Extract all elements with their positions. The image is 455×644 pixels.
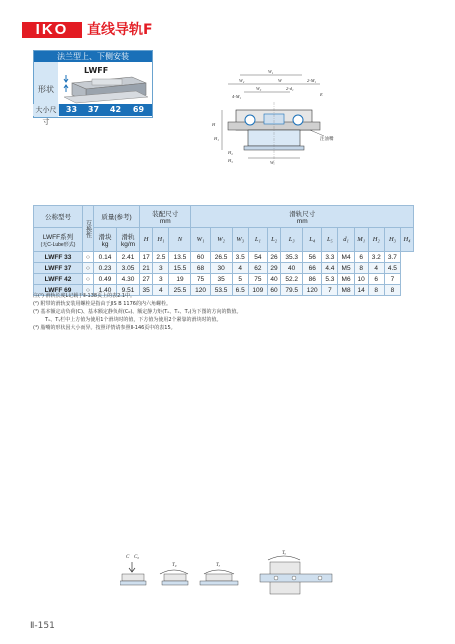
th-col: L₄ — [303, 228, 322, 252]
th-col: H₄ — [401, 228, 414, 252]
value-cell: 120 — [303, 285, 322, 296]
value-cell: 35 — [140, 285, 153, 296]
page-number: Ⅱ-151 — [30, 621, 55, 631]
value-cell: 19 — [169, 274, 191, 285]
dim-2m1: 2-M₁ — [307, 78, 317, 83]
value-cell: 7 — [384, 274, 400, 285]
value-cell: 79.5 — [281, 285, 303, 296]
value-cell: M5 — [338, 263, 354, 274]
interchange-cell: ○ — [83, 252, 94, 263]
value-cell: 26 — [267, 252, 280, 263]
th-rail: 滑轨尺寸 mm — [191, 206, 414, 228]
value-cell: 68 — [191, 263, 210, 274]
value-cell: 10 — [354, 274, 368, 285]
value-cell: M4 — [338, 252, 354, 263]
dim-h1: H₁ — [214, 136, 219, 141]
value-cell: 30 — [210, 263, 232, 274]
label-c: C — [126, 555, 130, 560]
value-cell: 27 — [140, 274, 153, 285]
th-series: LWFF系列 (无C-Lube形式) — [34, 228, 83, 252]
model-cell: LWFF 33 — [34, 252, 83, 263]
value-cell: 40 — [281, 263, 303, 274]
value-cell: 4.5 — [384, 263, 400, 274]
value-cell: 3.5 — [232, 252, 248, 263]
value-cell: 0.23 — [94, 263, 117, 274]
value-cell: 2.5 — [153, 252, 169, 263]
block-thumbnail-icon — [62, 73, 150, 105]
dim-2d1: 2-d₁ — [286, 86, 294, 91]
value-cell: 4.30 — [117, 274, 140, 285]
interchange-cell: ○ — [83, 274, 94, 285]
dim-w2: W₂ — [239, 78, 245, 83]
value-cell: 8 — [354, 263, 368, 274]
dim-4m1: 4-M₁ — [232, 94, 242, 99]
th-col: H — [140, 228, 153, 252]
size-value: 37 — [87, 105, 100, 114]
value-cell: 109 — [248, 285, 267, 296]
dim-w3b: W₃ — [256, 86, 262, 91]
shape-label: 形状 — [34, 62, 58, 117]
value-cell: 5.3 — [322, 274, 338, 285]
value-cell: 8 — [384, 285, 400, 296]
value-cell: 15.5 — [169, 263, 191, 274]
th-col: H₃ — [384, 228, 400, 252]
label-ty: Tᵧ — [282, 551, 286, 556]
dim-h3: H₃ — [228, 158, 233, 163]
th-col: W₂ — [210, 228, 232, 252]
model-cell: LWFF 37 — [34, 263, 83, 274]
value-cell: 35.3 — [281, 252, 303, 263]
value-cell: 86 — [303, 274, 322, 285]
brand-logo: IKO — [22, 22, 82, 38]
value-cell: 6 — [354, 252, 368, 263]
th-col: L₂ — [267, 228, 280, 252]
value-cell: 53.5 — [210, 285, 232, 296]
value-cell: 4 — [153, 285, 169, 296]
value-cell: 75 — [191, 274, 210, 285]
value-cell: 60 — [267, 285, 280, 296]
value-cell: M6 — [338, 274, 354, 285]
note: (⁴) 脂嘴的形状因大小而异。按照详情请参照Ⅱ-146页中的表15。 — [33, 325, 176, 331]
value-cell: 52.2 — [281, 274, 303, 285]
size-bar — [33, 104, 152, 126]
note: (²) 附带的滑轨安装用螺栓是指由于JIS B 1176的内六角螺栓。 — [33, 301, 171, 307]
value-cell: 3 — [153, 263, 169, 274]
value-cell: 75 — [248, 274, 267, 285]
model-cell: LWFF 42 — [34, 274, 83, 285]
interchange-cell: ○ — [83, 285, 94, 296]
label-c0: C₀ — [134, 555, 140, 560]
value-cell: 29 — [267, 263, 280, 274]
table-row — [34, 252, 414, 263]
value-cell: 17 — [140, 252, 153, 263]
value-cell: 5 — [232, 274, 248, 285]
value-cell: 25.5 — [169, 285, 191, 296]
th-col: d₁ — [338, 228, 354, 252]
model-name: LWFF — [84, 66, 109, 75]
th-col: W₃ — [232, 228, 248, 252]
value-cell: 4.4 — [322, 263, 338, 274]
th-col: M₁ — [354, 228, 368, 252]
label-t0: T₀ — [172, 563, 177, 568]
th-col: H₂ — [368, 228, 384, 252]
label-tx: Tₓ — [216, 563, 221, 568]
spec-table — [33, 205, 414, 296]
th-block: 滑块 kg — [94, 228, 117, 252]
value-cell: 35 — [210, 274, 232, 285]
size-value: 33 — [65, 105, 78, 114]
value-cell: 13.5 — [169, 252, 191, 263]
value-cell: 1.40 — [94, 285, 117, 296]
th-col: N — [169, 228, 191, 252]
mounting-title: 法兰型上、下侧安装 — [34, 51, 152, 62]
value-cell: 21 — [140, 263, 153, 274]
value-cell: 8 — [368, 285, 384, 296]
value-cell: 40 — [267, 274, 280, 285]
grease-nipple-label: 注油嘴 — [320, 137, 334, 142]
th-assembly: 装配尺寸 mm — [140, 206, 191, 228]
value-cell: 4 — [368, 263, 384, 274]
dim-e: E — [320, 92, 323, 97]
value-cell: 6 — [368, 274, 384, 285]
value-cell: 9.51 — [117, 285, 140, 296]
size-label: 大小尺寸 — [33, 104, 59, 116]
dim-w-bottom: W — [270, 160, 274, 165]
value-cell: 3.2 — [368, 252, 384, 263]
value-cell: 3 — [153, 274, 169, 285]
th-col: H₁ — [153, 228, 169, 252]
th-interchange: 互换性 — [83, 206, 94, 252]
value-cell: 0.14 — [94, 252, 117, 263]
value-cell: 3.3 — [322, 252, 338, 263]
th-col: L₃ — [281, 228, 303, 252]
load-direction-diagram — [120, 548, 335, 608]
value-cell: 120 — [191, 285, 210, 296]
value-cell: 56 — [303, 252, 322, 263]
th-railm: 滑轨 kg/m — [117, 228, 140, 252]
interchange-cell: ○ — [83, 263, 94, 274]
size-value: 69 — [132, 105, 145, 114]
page-title: 直线导轨F — [87, 22, 153, 38]
dim-h: H — [212, 122, 216, 127]
table-row — [34, 263, 414, 274]
value-cell: 4 — [232, 263, 248, 274]
value-cell: 66 — [303, 263, 322, 274]
size-value: 42 — [109, 105, 122, 114]
dim-w1: W₁ — [268, 69, 274, 74]
value-cell: 54 — [248, 252, 267, 263]
th-mass: 质量(参考) — [94, 206, 140, 228]
model-cell: LWFF 69 — [34, 285, 83, 296]
value-cell: 26.5 — [210, 252, 232, 263]
value-cell: 0.49 — [94, 274, 117, 285]
value-cell: 14 — [354, 285, 368, 296]
value-cell: M8 — [338, 285, 354, 296]
value-cell: 60 — [191, 252, 210, 263]
th-col: L₅ — [322, 228, 338, 252]
note: (³) 基本额定动负荷(C)、基本额定静负荷(C₀)、额定静力矩(Tₒ、Tₓ、Tᵧ)为下图的方向的数值。 — [33, 309, 242, 315]
dim-h2: H₂ — [228, 150, 233, 155]
value-cell: 3.05 — [117, 263, 140, 274]
dim-w3: W — [278, 78, 282, 83]
value-cell: 2.41 — [117, 252, 140, 263]
value-cell: 62 — [248, 263, 267, 274]
value-cell: 7 — [322, 285, 338, 296]
cross-section-drawing — [210, 66, 340, 176]
note: 注(¹) 滑轨长度L记载于Ⅱ-138页上的表2.1中。 — [33, 293, 136, 299]
value-cell: 3.7 — [384, 252, 400, 263]
th-model: 公称型号 — [34, 206, 83, 228]
th-col: W₁ — [191, 228, 210, 252]
th-col: L₁ — [248, 228, 267, 252]
value-cell: 6.5 — [232, 285, 248, 296]
table-row — [34, 274, 414, 285]
note: Tₓ、Tᵧ栏中上方值为使用1个滑块时的值，下方值为使用2个紧靠的滑块时的值。 — [45, 317, 222, 323]
